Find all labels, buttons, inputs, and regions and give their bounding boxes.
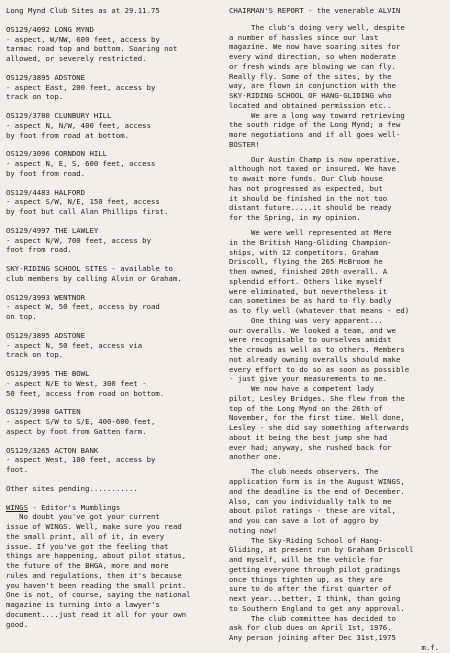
report-line: Also, can you individually talk to me [229, 496, 392, 506]
site-detail: tarmac road top and bottom. Soaring not [6, 44, 178, 54]
report-line: our overalls. We looked a team, and we [229, 325, 396, 335]
site-ref: OS129/3096 CORNDON HILL [6, 149, 108, 159]
left-column [6, 6, 219, 629]
site-ref: OS129/3265 ACTON BANK [6, 445, 99, 455]
report-line: another one. [229, 452, 282, 462]
report-line: then owned, finished 20th overall. A [229, 267, 388, 277]
site-detail: 50 feet, access from road on bottom. [6, 388, 165, 398]
site-entry [6, 226, 219, 255]
wings-line: you haven't been reading the small print. [6, 580, 187, 590]
site-detail: by foot from road at bottom. [6, 130, 130, 140]
site-detail: - aspect East, 200 feet, access by [6, 82, 156, 92]
report-line: noting now! [229, 525, 278, 535]
site-entry [6, 111, 219, 140]
site-entry [6, 188, 219, 217]
report-line: application form is in the August WINGS, [229, 477, 405, 487]
right-column [229, 6, 445, 653]
site-detail: track on top. [6, 92, 64, 102]
wings-heading [6, 503, 219, 513]
report-line: about pilot ratings - these are vital, [229, 506, 396, 516]
site-ref: OS129/3895 ADSTONE [6, 72, 86, 82]
report-line: pilot, Lesley Bridges. She flew from the [229, 393, 405, 403]
report-line: November, for the first time. Well done, [229, 413, 405, 423]
wings-heading-title: WINGS [6, 502, 28, 512]
report-line: Really fly. Some of the sites, by the [229, 71, 392, 81]
report-line: SKY-RIDING SCHOOL OF HANG-GLIDING who [229, 91, 392, 100]
report-line: were recognisable to ourselves amidst [229, 335, 392, 345]
wings-line: things are happening, about pilot status, [6, 551, 187, 561]
report-paragraph [229, 155, 445, 223]
site-ref: OS129/3895 ADSTONE [6, 330, 86, 340]
report-line: ships, with 12 competitors. Graham [229, 247, 379, 257]
site-detail: - aspect, W/NW, 600 feet, access by [6, 34, 160, 44]
wings-line: document....just read it all for your own [6, 609, 187, 619]
report-paragraph [229, 23, 445, 150]
site-detail: - aspect N, E, S, 600 feet, access [6, 159, 156, 168]
report-line: Lesley - she did say something afterwards [229, 423, 410, 433]
report-line: for the Spring, in my opinion. [229, 213, 361, 223]
report-line: once things tighten up, as they are [229, 574, 383, 584]
sites-title: Long Mynd Club Sites as at 29.11.75 [6, 6, 160, 15]
report-line: getting everyone through pilot gradings [229, 564, 401, 574]
report-line: the south ridge of the Long Mynd; a few [229, 120, 401, 130]
site-entry [6, 331, 219, 360]
wings-line: magazine is turning into a lawyer's [6, 600, 160, 609]
site-entry [6, 407, 219, 436]
site-ref: OS129/3998 GATTEN [6, 407, 81, 417]
skyriding-intro-line: club members by calling Alvin or Graham. [6, 273, 182, 283]
site-detail: - aspect West, 100 feet, access by [6, 455, 156, 465]
wings-line: issue of WINGS. Well, make sure you read [6, 522, 182, 531]
other-sites-pending: Other sites pending........... [6, 483, 138, 493]
report-line: and myself, will be the vehicle for [229, 555, 383, 565]
report-line: in the British Hang-Gliding Champion- [229, 237, 392, 247]
wings-line: the small print, all of it, in every [6, 531, 165, 541]
report-line: We were well represented at Mere [229, 228, 392, 238]
report-line: has not progressed as expected, but [229, 183, 383, 193]
wings-line: rules and regulations, then it's because [6, 570, 182, 580]
site-entry [6, 25, 219, 64]
site-ref: OS129/4997 THE LAWLEY [6, 225, 99, 235]
site-detail: by foot from road. [6, 168, 86, 178]
skyriding-intro [6, 264, 219, 284]
site-detail: - aspect S/W to S/E, 400-600 feet, [6, 417, 156, 426]
report-line: way, are flown in conjunction with the [229, 81, 396, 91]
report-line: We are a long way toward retrieving [229, 110, 405, 120]
site-ref: OS129/4092 LONG MYND [6, 24, 94, 34]
site-ref: OS129/3780 CLUNBURY HILL [6, 111, 112, 120]
chairman-report-title: CHAIRMAN'S REPORT - the venerable ALVIN [229, 6, 401, 15]
report-line: The Sky-Riding School of Hang- [229, 535, 383, 545]
wings-heading-subtitle: - Editor's Mumblings [27, 502, 121, 512]
report-line: top of the Long Mynd on the 26th of [229, 403, 383, 413]
report-line: or fresh winds are blowing we can fly. [229, 61, 396, 71]
report-line: We now have a competent lady [229, 384, 374, 394]
report-line: BOSTER! [229, 139, 260, 149]
report-line: can sometimes be as hard to fly badly [229, 296, 392, 306]
report-line: and the deadline is the end of December. [229, 486, 405, 496]
report-paragraph [229, 228, 445, 462]
wings-line: No doubt you've got your current [6, 512, 160, 522]
site-detail: by foot but call Alan Phillips first. [6, 207, 169, 216]
wings-body [6, 512, 219, 629]
site-ref: OS129/3993 WENTNOR [6, 292, 86, 302]
signature: m.f. [421, 642, 439, 652]
report-line: ask for club dues on April 1st, 1976. [229, 623, 392, 633]
site-entry [6, 446, 219, 475]
report-line: Driscoll, flying the 265 McBroom he [229, 257, 383, 267]
site-detail: track on top. [6, 350, 64, 360]
wings-line: issue. If you've got the feeling that [6, 541, 169, 551]
report-line: The club committee has decided to [229, 613, 396, 623]
report-line: sure to do after the first quarter of [229, 584, 392, 594]
report-line: Gliding, at present run by Graham Driscoll [229, 545, 414, 555]
report-paragraph [229, 467, 445, 643]
wings-line: the future of the BHGA, more and more [6, 561, 169, 570]
report-line: splendid effort. Others like myself [229, 276, 383, 286]
report-line: every effort to do so as soon as possible [229, 364, 410, 374]
site-entry [6, 149, 219, 178]
site-detail: aspect by foot from Gatten farm. [6, 426, 147, 436]
report-line: about it being the best jump she had [229, 432, 388, 442]
site-detail: - aspect N/W, 700 feet, access by [6, 235, 151, 245]
report-line: not already owning overalls should make [229, 354, 401, 364]
report-line: magazine. We now have soaring sites for [229, 42, 401, 52]
report-line: were eliminated, but nevertheless it [229, 286, 388, 296]
site-detail: - aspect N/E to West, 300 feet - [6, 378, 147, 388]
report-line: Any person joining after Dec 31st,1975 [229, 633, 396, 643]
report-line: to Southern England to get any approval. [229, 603, 405, 613]
report-line: every wind direction, so when moderate [229, 52, 396, 61]
report-line: although not taxed or insured. We have [229, 164, 396, 174]
report-line: - just give your measurements to me. [229, 374, 388, 384]
site-detail: - aspect S/W, N/E, 150 feet, access [6, 197, 160, 207]
skyriding-intro-line: SKY-RIDING SCHOOL SITES - available to [6, 264, 173, 273]
site-ref: OS129/3995 THE BOWL [6, 369, 90, 378]
site-detail: foot. [6, 465, 28, 474]
report-line: and you can save a lot of aggro by [229, 516, 379, 526]
site-entry [6, 293, 219, 322]
site-detail: - aspect N, 50 feet, access via [6, 340, 143, 350]
site-entry [6, 73, 219, 102]
report-line: as to fly well (whatever that means - ed) [229, 306, 410, 316]
report-line: The club needs observers. The [229, 467, 379, 477]
wings-line: good. [6, 619, 28, 629]
report-line: distant future.....it should be ready [229, 203, 392, 213]
site-detail: foot from road. [6, 245, 72, 255]
report-line: it should be finished in the not too [229, 193, 388, 203]
report-line: Our Austin Champ is now operative, [229, 154, 401, 164]
site-detail: - aspect N, N/W, 400 feet, access [6, 120, 151, 130]
site-ref: OS129/4483 HALFORD [6, 187, 86, 197]
report-line: next year...better, I think, than going [229, 594, 401, 604]
site-detail: allowed, or severely restricted. [6, 54, 147, 63]
report-line: located and obtained permission etc.. [229, 100, 392, 110]
report-line: the crowds as well as to others. Members [229, 345, 405, 355]
site-entry [6, 369, 219, 398]
report-line: more negotiations and if all goes well- [229, 130, 401, 139]
site-detail: - aspect W, 50 feet, access by road [6, 302, 160, 312]
report-line: to await more funds. Our Club house [229, 174, 383, 184]
report-line: a number of hassles since our last [229, 32, 379, 42]
report-line: One thing was very apparent... [229, 315, 383, 325]
wings-line: One is not, of course, saying the national [6, 590, 191, 600]
report-line: ever had; anyway, she rushed back for [229, 442, 392, 452]
site-detail: on top. [6, 312, 37, 321]
report-line: The club's doing very well, despite [229, 22, 405, 32]
